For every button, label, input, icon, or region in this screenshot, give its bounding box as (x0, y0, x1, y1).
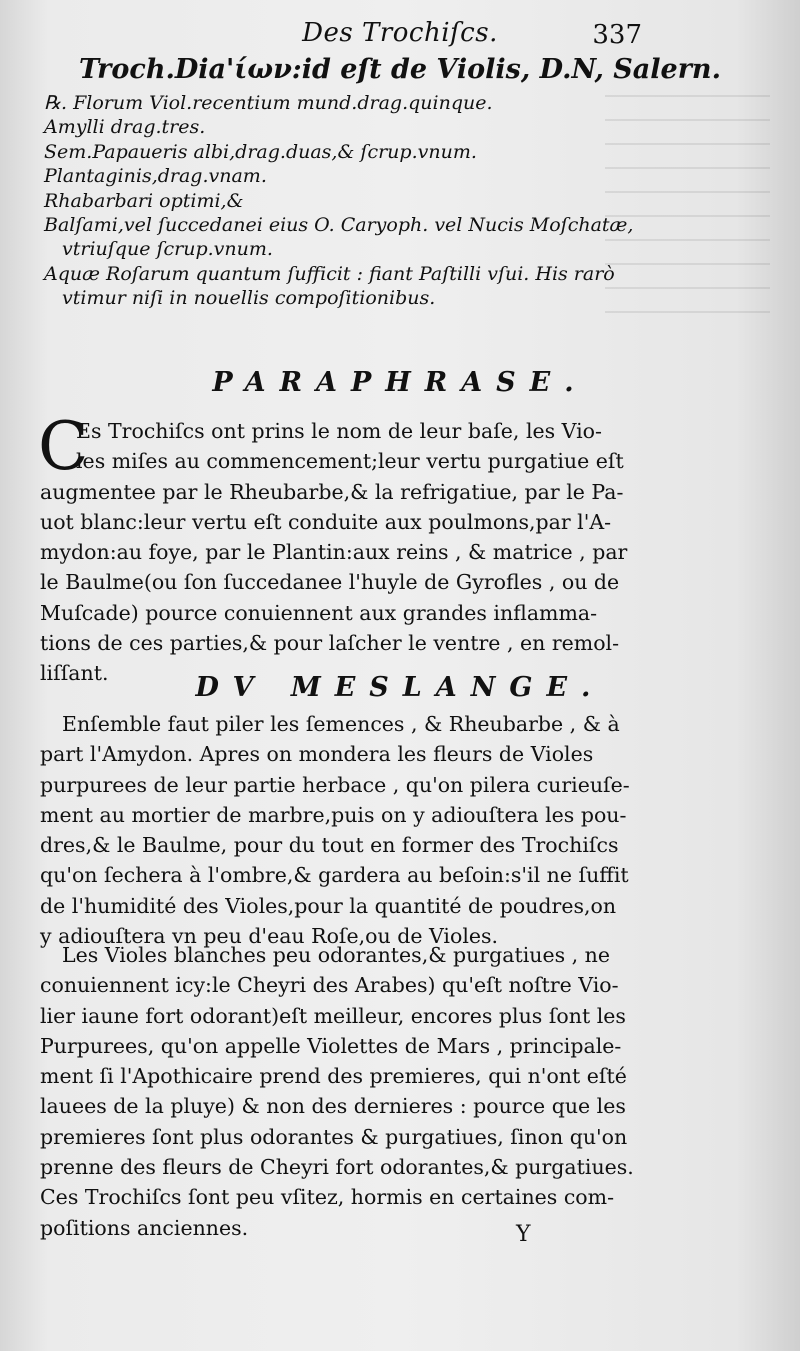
text-line: premieres ſont plus odorantes & purgatiues, ſinon qu'on (40, 1124, 628, 1149)
recipe-line: Amylli drag.tres. (44, 116, 206, 139)
text-line: Muſcade) pource conuiennent aux grandes inflamma- (40, 600, 598, 625)
text-line: part l'Amydon. Apres on mondera les fleurs de Violes (40, 742, 594, 767)
text-line: purpurees de leur partie herbace , qu'on pilera curieuſe- (40, 772, 630, 797)
meslange-paragraph-1 (40, 709, 650, 951)
text-line: uot blanc:leur vertu eſt conduite aux poulmons,par l'A- (40, 509, 612, 534)
recipe-line: vtriuſque ſcrup.vnum. (62, 238, 273, 261)
meslange-paragraph-2 (40, 940, 650, 1243)
recipe-line: ℞. Florum Viol.recentium mund.drag.quinque. (44, 92, 493, 114)
text-line: ment ſi l'Apothicaire prend des premieres, qui n'ont eſté (40, 1064, 627, 1089)
text-line: augmentee par le Rheubarbe,& la refrigatiue, par le Pa- (40, 479, 624, 504)
text-line: liſſant. (40, 661, 109, 686)
text-line: Es Trochiſcs ont prins le nom de leur baſe, les Vio- (76, 419, 602, 443)
text-line: Purpurees, qu'on appelle Violettes de Mars , principale- (40, 1033, 622, 1058)
page-number: 337 (592, 20, 642, 50)
text-line: y adiouſtera vn peu d'eau Roſe,ou de Violes. (40, 924, 499, 949)
running-title: Des Trochiſcs. (302, 18, 498, 48)
paraphrase-heading: PARAPHRASE. (212, 367, 588, 398)
text-line: Enſemble faut piler les ſemences , & Rheubarbe , & à (62, 712, 620, 736)
text-line: mydon:au foye, par le Plantin:aux reins , & matrice , par (40, 540, 628, 565)
text-line: Les Violes blanches peu odorantes,& purgatiues , ne (62, 943, 610, 967)
paraphrase-paragraph (38, 408, 650, 689)
recipe-line: Aquæ Roſarum quantum ſufficit : fiant Paſtilli vſui. His rarò (44, 262, 615, 285)
recipe-line: Sem.Papaueris albi,drag.duas,& ſcrup.vnum. (44, 140, 477, 163)
text-line: le Baulme(ou ſon ſuccedanee l'huyle de Gyrofles , ou de (40, 570, 620, 595)
text-line: dres,& le Baulme, pour du tout en former des Trochiſcs (40, 833, 619, 858)
recipe-line: Rhabarbari optimi,& (44, 189, 244, 212)
text-line: Ces Trochiſcs ſont peu vſitez, hormis en certaines com- (40, 1185, 615, 1210)
drop-cap: C (38, 408, 89, 485)
text-line: prenne des fleurs de Cheyri fort odorantes,& purgatiues. (40, 1155, 634, 1180)
text-line: de l'humidité des Violes,pour la quantité de poudres,on (40, 893, 617, 918)
recipe-line: Plantaginis,drag.vnam. (44, 165, 267, 188)
text-line: les miſes au commencement;leur vertu purgatiue eſt (76, 449, 624, 474)
recipe-title: Troch.Dia'ίων:id eſt de Violis, D.N, Salern. (79, 54, 721, 85)
text-line: lauees de la pluye) & non des dernieres : pource que les (40, 1094, 626, 1119)
meslange-heading: DV MESLANGE. (195, 672, 605, 703)
recipe-line: vtimur niſi in nouellis compoſitionibus. (62, 287, 436, 310)
text-line: qu'on ſechera à l'ombre,& gardera au beſoin:s'il ne ſuffit (40, 863, 629, 888)
text-line: poſitions anciennes. (40, 1215, 249, 1240)
text-line: ment au mortier de marbre,puis on y adiouſtera les pou- (40, 802, 627, 827)
recipe-line: Balſami,vel ſuccedanei eius O. Caryoph. vel Nucis Moſchatæ, (44, 214, 634, 237)
recipe-list (44, 91, 664, 311)
running-head (0, 16, 800, 56)
text-line: tions de ces parties,& pour laſcher le ventre , en remol- (40, 631, 620, 656)
text-line: conuiennent icy:le Cheyri des Arabes) qu'eſt noſtre Vio- (40, 973, 619, 998)
text-line: lier iaune fort odorant)eſt meilleur, encores plus ſont les (40, 1003, 626, 1028)
signature-mark: Y (516, 1222, 531, 1247)
